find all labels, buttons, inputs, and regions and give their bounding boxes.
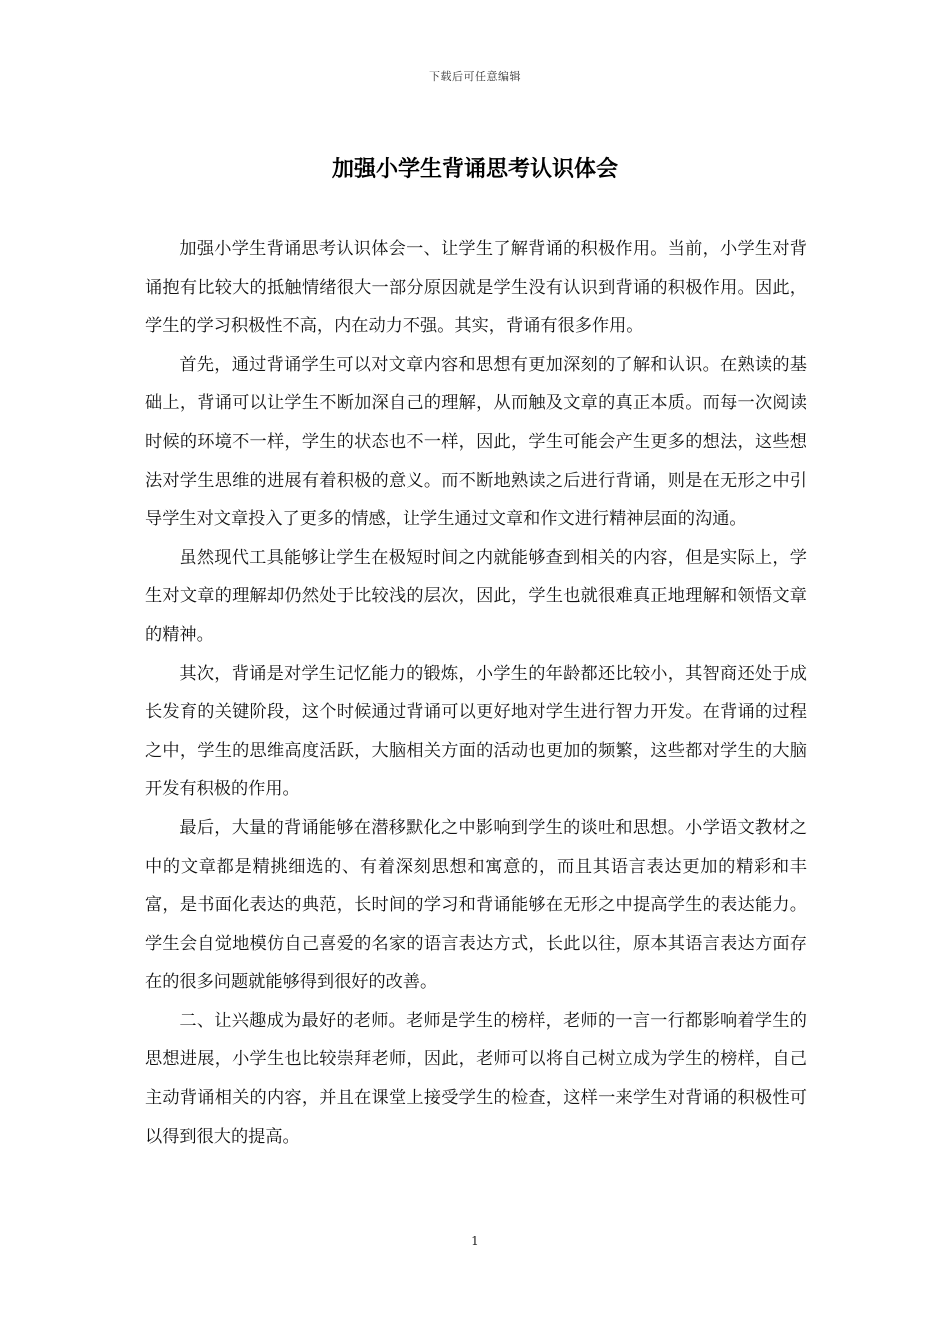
- document-title: 加强小学生背诵思考认识体会: [331, 157, 618, 182]
- paragraph-5: 最后，大量的背诵能够在潜移默化之中影响到学生的谈吐和思想。小学语文教材之中的文章都是精挑细选的、有着深刻思想和寓意的，而且其语言表达更加的精彩和丰富，是书面化表达的典范，长时间的学习和背诵能够在无形之中提高学生的表达能力。学生会自觉地模仿自己喜爱的名家的语言表达方式，长此以往，原本其语言表达方面存在的很多问题就能够得到很好的改善。: [145, 817, 807, 993]
- paragraph-4: 其次，背诵是对学生记忆能力的锻炼，小学生的年龄都还比较小，其智商还处于成长发育的关键阶段，这个时候通过背诵可以更好地对学生进行智力开发。在背诵的过程之中，学生的思维高度活跃，大脑相关方面的活动也更加的频繁，这些都对学生的大脑开发有积极的作用。: [145, 663, 807, 800]
- page-number: 1: [471, 1234, 479, 1248]
- paragraph-3: 虽然现代工具能够让学生在极短时间之内就能够查到相关的内容，但是实际上，学生对文章的理解却仍然处于比较浅的层次，因此，学生也就很难真正地理解和领悟文章的精神。: [145, 547, 807, 645]
- paragraph-2: 首先，通过背诵学生可以对文章内容和思想有更加深刻的了解和认识。在熟读的基础上，背诵可以让学生不断加深自己的理解，从而触及文章的真正本质。而每一次阅读时候的环境不一样，学生的状态也不一样，因此，学生可能会产生更多的想法，这些想法对学生思维的进展有着积极的意义。而不断地熟读之后进行背诵，则是在无形之中引导学生对文章投入了更多的情感，让学生通过文章和作文进行精神层面的沟通。: [145, 354, 807, 530]
- paragraph-1: 加强小学生背诵思考认识体会一、让学生了解背诵的积极作用。当前，小学生对背诵抱有比较大的抵触情绪很大一部分原因就是学生没有认识到背诵的积极作用。因此，学生的学习积极性不高，内在动力不强。其实，背诵有很多作用。: [145, 239, 807, 337]
- header-note: 下载后可任意编辑: [429, 70, 521, 83]
- document-body: [145, 230, 807, 1156]
- paragraph-6: 二、让兴趣成为最好的老师。老师是学生的榜样，老师的一言一行都影响着学生的思想进展，小学生也比较崇拜老师，因此，老师可以将自己树立成为学生的榜样，自己主动背诵相关的内容，并且在课堂上接受学生的检查，这样一来学生对背诵的积极性可以得到很大的提高。: [145, 1010, 807, 1147]
